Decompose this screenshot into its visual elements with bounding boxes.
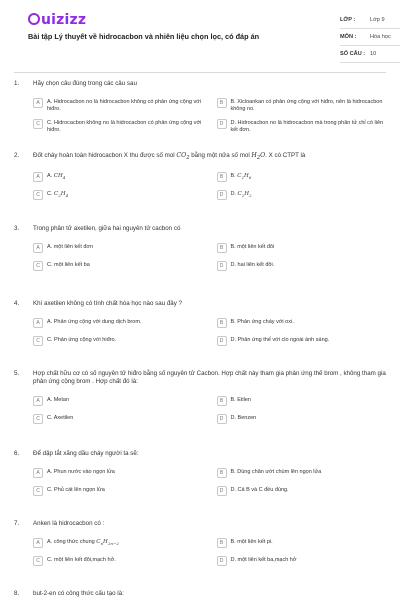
option-letter-box: C <box>33 119 43 129</box>
option-letter-box: A <box>33 98 43 108</box>
option-text: D. $C_2H_2$ <box>230 191 252 199</box>
option-text: C. Phủ cát lên ngọn lửa <box>47 487 105 493</box>
option-letter-box: C <box>33 556 43 566</box>
option-b[interactable] <box>217 317 387 330</box>
meta-row <box>340 29 400 46</box>
question-text: but-2-en có công thức cấu tạo là: <box>33 590 124 597</box>
option-c[interactable] <box>33 555 203 568</box>
option-b[interactable] <box>217 395 387 408</box>
option-letter-box: C <box>33 486 43 496</box>
option-c[interactable] <box>33 189 203 202</box>
option-text: A. Hidrocacbon no là hidrocacbon không có phản ứng cộng với hiđro. <box>47 99 202 112</box>
option-letter-box: D <box>217 414 227 424</box>
question-text: Trong phân tử axetilen, giữa hai nguyên tử cacbon có <box>33 225 181 232</box>
quizizz-logo: uizizz <box>28 12 86 28</box>
option-letter-box: C <box>33 414 43 424</box>
question-text: Hợp chất hữu cơ có số nguyên tử hiđro bằng số nguyên tử Cacbon. Hợp chất này tham gia phản ứng thế brom , không tham gia phản ứng cộng brom . Hợp chất đó là: <box>33 370 386 385</box>
option-text: D. Hidrocacbon no là hidrocacbon mà trong phân tử chỉ có liên kết đơn. <box>230 120 384 133</box>
question-header <box>14 80 386 88</box>
question-text: Để dập tắt xăng dầu cháy người ta sẽ: <box>33 450 139 457</box>
option-letter-box: D <box>217 336 227 346</box>
option-text: B. Dùng chăn ướt chùm lên ngọn lửa <box>230 469 322 475</box>
question-header <box>14 152 386 162</box>
option-letter-box: A <box>33 538 43 548</box>
meta-value: Lớp 9 <box>370 17 385 23</box>
options-grid <box>33 317 386 348</box>
option-d[interactable] <box>217 189 387 202</box>
options-grid <box>33 467 386 498</box>
option-b[interactable] <box>217 97 387 113</box>
option-text: B. $C_2H_6$ <box>230 173 252 181</box>
question-1 <box>14 80 386 134</box>
option-d[interactable] <box>217 118 387 134</box>
option-b[interactable] <box>217 537 387 550</box>
question-4 <box>14 300 386 348</box>
option-letter-box: A <box>33 468 43 478</box>
meta-label: MÔN : <box>340 34 357 40</box>
option-text: D. Phản ứng thế với clo ngoài ánh sáng. <box>230 337 330 343</box>
option-text: C. Phản ứng cộng với hiđro. <box>47 337 117 343</box>
question-8 <box>14 590 386 598</box>
meta-label: LỚP : <box>340 17 356 23</box>
option-d[interactable] <box>217 335 387 348</box>
options-grid <box>33 242 386 273</box>
question-header <box>14 520 386 528</box>
option-text: D. một liên kết ba,mạch hở <box>230 557 297 563</box>
option-text: B. một liên kết đôi <box>230 244 275 250</box>
question-text: Anken là hidrocacbon có : <box>33 520 105 527</box>
option-c[interactable] <box>33 118 203 134</box>
option-letter-box: B <box>217 318 227 328</box>
meta-table <box>340 12 400 63</box>
option-text: B. Phản ứng cháy với oxi. <box>230 319 294 325</box>
option-text: A. $CH_4$ <box>47 173 66 181</box>
option-text: C. $C_2H_4$ <box>47 191 69 199</box>
meta-row <box>340 46 400 63</box>
option-letter-box: B <box>217 243 227 253</box>
option-letter-box: B <box>217 172 227 182</box>
question-number: 5. <box>14 370 20 377</box>
meta-value: 10 <box>370 51 377 57</box>
option-b[interactable] <box>217 242 387 255</box>
meta-value: Hóa học <box>370 34 391 40</box>
option-text: D. hai liên kết đôi. <box>230 262 275 268</box>
option-letter-box: D <box>217 486 227 496</box>
option-a[interactable] <box>33 97 203 113</box>
question-header <box>14 590 386 598</box>
option-text: A. Phản ứng cộng với dung dịch brom. <box>47 319 142 325</box>
question-number: 4. <box>14 300 20 307</box>
question-number: 8. <box>14 590 20 597</box>
question-number: 1. <box>14 80 20 87</box>
header-divider <box>14 72 386 73</box>
question-6 <box>14 450 386 498</box>
option-a[interactable] <box>33 467 203 480</box>
option-c[interactable] <box>33 485 203 498</box>
option-letter-box: B <box>217 468 227 478</box>
option-text: C. Axetilen <box>47 415 74 421</box>
option-text: A. Metan <box>47 397 70 403</box>
question-header <box>14 225 386 233</box>
option-c[interactable] <box>33 260 203 273</box>
question-header <box>14 300 386 308</box>
option-letter-box: C <box>33 190 43 200</box>
question-number: 3. <box>14 225 20 232</box>
option-letter-box: D <box>217 261 227 271</box>
option-letter-box: B <box>217 98 227 108</box>
question-text: Đốt cháy hoàn toàn hidrocacbon X thu được số mol $CO_2$ bằng một nửa số mol $H_2O$. X có CTPT là <box>33 152 306 162</box>
option-b[interactable] <box>217 171 387 184</box>
question-5 <box>14 370 386 426</box>
options-grid <box>33 97 386 134</box>
option-text: C. Hidrocacbon không no là hidrocacbon có phản ứng cộng với hiđro. <box>47 120 202 133</box>
meta-label: SỐ CÂU : <box>340 51 366 57</box>
options-grid <box>33 537 386 568</box>
question-text: Khí axetilen không có tính chất hóa học nào sau đây ? <box>33 300 182 307</box>
option-text: B. một liên kết pi. <box>230 539 273 545</box>
option-b[interactable] <box>217 467 387 480</box>
options-grid <box>33 395 386 426</box>
option-text: A. công thức chung $C_nH_{2n-2}$ <box>47 539 119 547</box>
option-text: C. một liên kết ba <box>47 262 90 268</box>
question-7 <box>14 520 386 568</box>
question-number: 6. <box>14 450 20 457</box>
option-text: B. Xicloankan có phản ứng cộng với hiđro, nên là hidrocacbon không no. <box>230 99 383 112</box>
option-letter-box: D <box>217 190 227 200</box>
question-2 <box>14 152 386 202</box>
option-c[interactable] <box>33 335 203 348</box>
option-d[interactable] <box>217 260 387 273</box>
option-a[interactable] <box>33 537 203 550</box>
option-letter-box: B <box>217 538 227 548</box>
option-text: B. Etilen <box>230 397 251 403</box>
option-letter-box: A <box>33 396 43 406</box>
option-text: D. Cả B và C đều đúng. <box>230 487 289 493</box>
option-text: A. Phun nước vào ngọn lửa <box>47 469 115 475</box>
option-text: A. một liên kết đơn <box>47 244 94 250</box>
question-header <box>14 450 386 458</box>
question-text: Hãy chọn câu đúng trong các câu sau <box>33 80 137 87</box>
option-a[interactable] <box>33 242 203 255</box>
question-number: 2. <box>14 152 20 159</box>
option-letter-box: A <box>33 318 43 328</box>
option-letter-box: C <box>33 336 43 346</box>
option-letter-box: D <box>217 119 227 129</box>
option-letter-box: D <box>217 556 227 566</box>
option-d[interactable] <box>217 485 387 498</box>
option-letter-box: A <box>33 243 43 253</box>
options-grid <box>33 171 386 202</box>
option-a[interactable] <box>33 317 203 330</box>
option-letter-box: C <box>33 261 43 271</box>
option-d[interactable] <box>217 555 387 568</box>
meta-row <box>340 12 400 29</box>
option-text: D. Benzen <box>230 415 257 421</box>
header <box>14 0 391 70</box>
option-text: C. một liên kết đôi,mạch hở. <box>47 557 116 563</box>
option-a[interactable] <box>33 171 203 184</box>
option-letter-box: B <box>217 396 227 406</box>
option-a[interactable] <box>33 395 203 408</box>
question-3 <box>14 225 386 273</box>
worksheet-title: Bài tập Lý thuyết về hidrocacbon và nhiên liệu chọn lọc, có đáp án <box>28 32 260 41</box>
question-number: 7. <box>14 520 20 527</box>
option-c[interactable] <box>33 413 203 426</box>
question-header <box>14 370 386 386</box>
option-d[interactable] <box>217 413 387 426</box>
option-letter-box: A <box>33 172 43 182</box>
